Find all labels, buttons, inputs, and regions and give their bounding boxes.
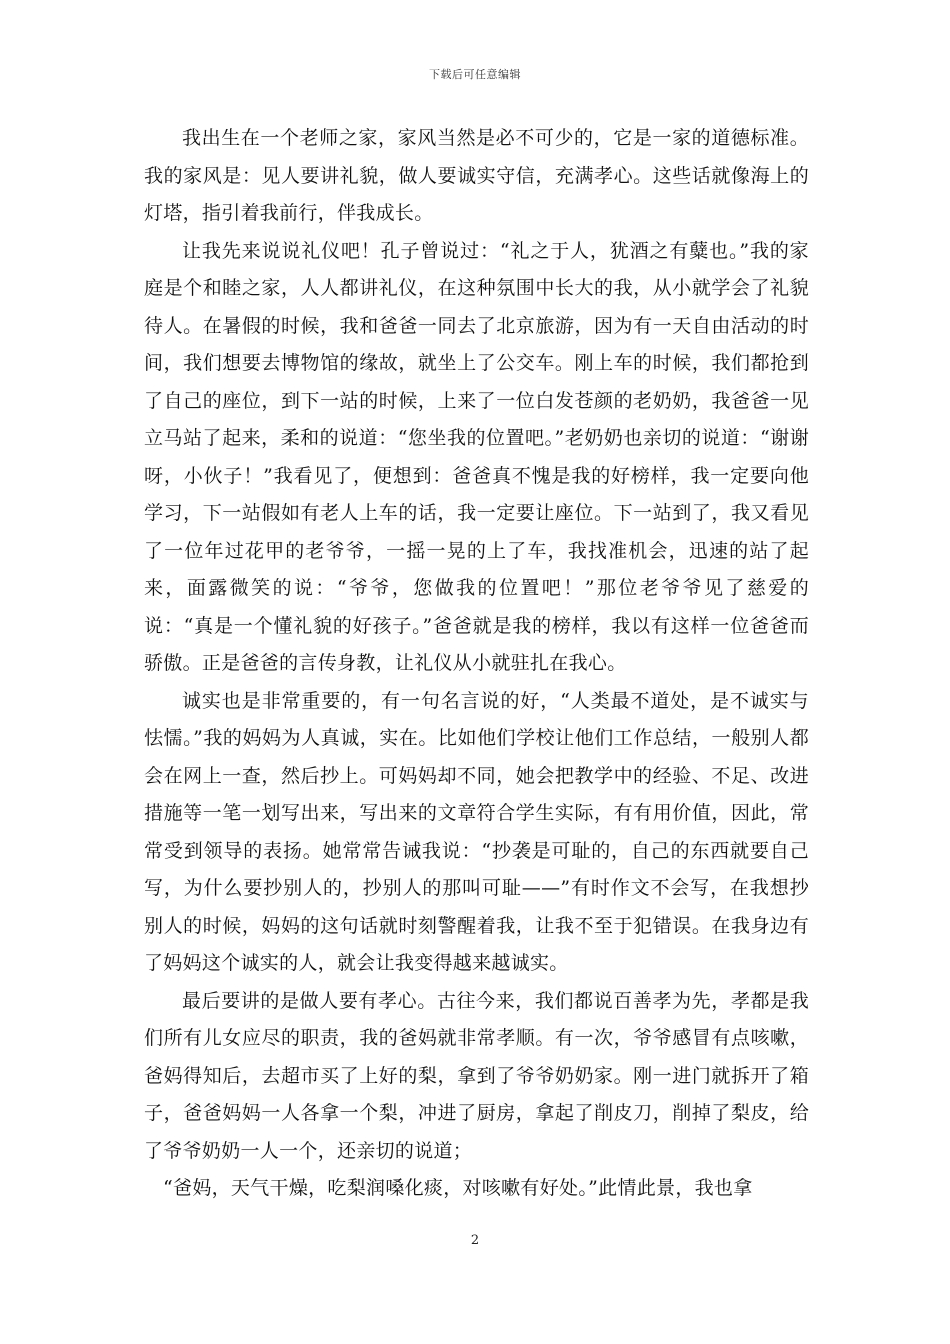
page-header: 下载后可任意编辑 — [429, 68, 521, 81]
paragraph-quote-continuation: “爸妈，天气干燥，吃梨润嗓化痰，对咳嗽有好处。”此情此景，我也拿 — [163, 1177, 753, 1199]
document-body — [144, 120, 809, 1208]
paragraph-filial-piety: 最后要讲的是做人要有孝心。古往今来，我们都说百善孝为先，孝都是我们所有儿女应尽的职责，我的爸妈就非常孝顺。有一次，爷爷感冒有点咳嗽，爸妈得知后，去超市买了上好的梨，拿到了爷爷奶奶家。刚一进门就拆开了箱子，爸爸妈妈一人各拿一个梨，冲进了厨房，拿起了削皮刀，削掉了梨皮，给了爷爷奶奶一人一个，还亲切的说道； — [144, 989, 809, 1162]
page-number: 2 — [470, 1233, 480, 1248]
paragraph-honesty: 诚实也是非常重要的，有一句名言说的好，“人类最不道处，是不诚实与怯懦。”我的妈妈为人真诚，实在。比如他们学校让他们工作总结，一般别人都会在网上一查，然后抄上。可妈妈却不同，她会把教学中的经验、不足、改进措施等一笔一划写出来，写出来的文章符合学生实际，有有用价值，因此，常常受到领导的表扬。她常常告诫我说：“抄袭是可耻的，自己的东西就要自己写，为什么要抄别人的，抄别人的那叫可耻——”有时作文不会写，在我想抄别人的时候，妈妈的这句话就时刻警醒着我，让我不至于犯错误。在我身边有了妈妈这个诚实的人，就会让我变得越来越诚实。 — [144, 689, 809, 974]
paragraph-family-values: 我出生在一个老师之家，家风当然是必不可少的，它是一家的道德标准。我的家风是：见人要讲礼貌，做人要诚实守信，充满孝心。这些话就像海上的灯塔，指引着我前行，伴我成长。 — [144, 127, 809, 224]
paragraph-etiquette: 让我先来说说礼仪吧！孔子曾说过：“礼之于人，犹酒之有糵也。”我的家庭是个和睦之家，人人都讲礼仪，在这种氛围中长大的我，从小就学会了礼貌待人。在暑假的时候，我和爸爸一同去了北京旅游，因为有一天自由活动的时间，我们想要去博物馆的缘故，就坐上了公交车。刚上车的时候，我们都抢到了自己的座位，到下一站的时候，上来了一位白发苍颜的老奶奶，我爸爸一见立马站了起来，柔和的说道：“您坐我的位置吧。”老奶奶也亲切的说道：“谢谢呀，小伙子！”我看见了，便想到：爸爸真不愧是我的好榜样，我一定要向他学习，下一站假如有老人上车的话，我一定要让座位。下一站到了，我又看见了一位年过花甲的老爷爷，一摇一晃的上了车，我找准机会，迅速的站了起来，面露微笑的说：“爷爷，您做我的位置吧！”那位老爷爷见了慈爱的说：“真是一个懂礼貌的好孩子。”爸爸就是我的榜样，我以有这样一位爸爸而骄傲。正是爸爸的言传身教，让礼仪从小就驻扎在我心。 — [144, 239, 809, 674]
